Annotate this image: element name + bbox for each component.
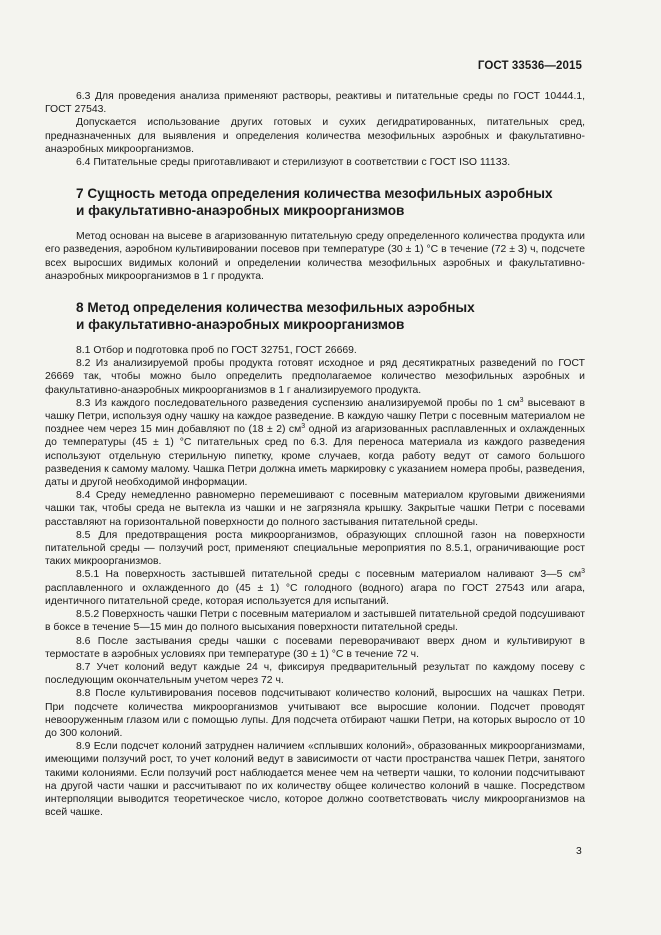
- paragraph-8-1: 8.1 Отбор и подготовка проб по ГОСТ 32751, ГОСТ 26669.: [76, 345, 357, 357]
- paragraph-8-5-1: [45, 568, 585, 608]
- paragraph-6-4: 6.4 Питательные среды приготавливают и стерилизуют в соответствии с ГОСТ ISO 11133.: [76, 157, 511, 169]
- paragraph-8-2: 8.2 Из анализируемой пробы продукта готовят исходное и ряд десятикратных разведений по ГОСТ 26669 так, чтобы можно было определить предполагаемое количество мезофильных аэробных и факультативно-анаэробных микроорганизмов в 1 г анализируемого продукта.: [45, 358, 585, 396]
- section-7-heading-line2: и факультативно-анаэробных микроорганизмов: [76, 203, 405, 219]
- paragraph-8-5-1-part-b: расплавленного и охлажденного до (45 ± 1) °C голодного (водного) агара по ГОСТ 27543 или агара, идентичного питательной среде, которая используется для испытаний.: [45, 582, 585, 607]
- section-7-heading: [45, 185, 585, 219]
- paragraph-8-6: 8.6 После застывания среды чашки с посевами переворачивают вверх дном и культивируют в термостате в аэробных условиях при температуре (30 ± 1) °C в течение 72 ч.: [45, 635, 585, 660]
- paragraph-8-4: 8.4 Среду немедленно равномерно перемешивают с посевным материалом круговыми движениями чашки так, чтобы среда не вытекла из чашки и не загрязняла крышку. Закрытые чашки Петри с посевами расставляют на горизонтальной поверхности до полного застывания питательной среды.: [45, 490, 585, 528]
- document-body: [45, 90, 585, 819]
- paragraph-8-3-part-b: высевают в чашку Петри, используя одну чашку на каждое разведение. В каждую чашку Петри с посевным материалом не позднее чем через 15 мин добавляют по (18 ± 2) см: [45, 397, 585, 436]
- paragraph-8-5: 8.5 Для предотвращения роста микроорганизмов, образующих сплошной газон на поверхности питательной среды — ползучий рост, применяют специальные мероприятия по 8.5.1, ограничивающие рост таких микроорганизмов.: [45, 529, 585, 568]
- superscript: 3: [581, 568, 585, 576]
- paragraph-8-5-1-part-a: 8.5.1 На поверхность застывшей питательной среды с посевным материалом наливают 3—5 см: [76, 569, 582, 581]
- document-code: ГОСТ 33536—2015: [477, 60, 582, 72]
- superscript: 3: [519, 396, 524, 404]
- section-8-heading-line2: и факультативно-анаэробных микроорганизмов: [76, 317, 405, 333]
- page-number: 3: [576, 846, 582, 857]
- paragraph-8-3-part-a: 8.3 Из каждого последовательного разведения суспензию анализируемой пробы по 1 см: [76, 397, 520, 409]
- section-8-heading-line1: 8 Метод определения количества мезофильных аэробных: [76, 300, 475, 316]
- paragraph-8-5-2: 8.5.2 Поверхность чашки Петри с посевным материалом и застывшей питательной средой подсушивают в боксе в течение 5—15 мин до полного высыхания поверхности питательной среды.: [45, 609, 585, 634]
- paragraph-6-3: 6.3 Для проведения анализа применяют растворы, реактивы и питательные среды по ГОСТ 10444.1, ГОСТ 27543.: [45, 91, 585, 116]
- paragraph-8-3-part-c: одной из агаризованных расплавленных и охлажденных до температуры (45 ± 1) °C питательных сред по 6.3. Для переноса материала из каждого разведения используют отдельную стерильную пипетку, кроме случаев, когда работу ведут от самого большого разведения к самому малому. Чашка Петри должна иметь маркировку с указанием номера пробы, разведения, даты и другой необходимой информации.: [45, 424, 585, 489]
- paragraph-8-8: 8.8 После культивирования посевов подсчитывают количество колоний, выросших на чашках Петри. При подсчете количества микроорганизмов учитывают все выросшие колонии. Подсчет проводят невооруженным глазом или с помощью лупы. Для подсчета отбирают чашки Петри, на которых выросло от 10 до 300 колоний.: [45, 688, 585, 739]
- section-8-heading: [45, 299, 585, 333]
- paragraph-6-3-note: Допускается использование других готовых и сухих дегидратированных, питательных сред, предназначенных для выявления и определения количества мезофильных аэробных и факультативно-анаэробных микроорганизмов.: [45, 117, 585, 155]
- superscript: 3: [301, 423, 306, 431]
- paragraph-8-3: [45, 397, 585, 489]
- paragraph-8-9: 8.9 Если подсчет колоний затруднен наличием «сплывших колоний», образованных микроорганизмами, имеющими ползучий рост, то учет колоний ведут в зависимости от части пространства чашек Петри, занятого такими колониями. Если ползучий рост наблюдается менее чем на четверти чашки, то колонии подсчитывают на другой части чашки и рассчитывают по их количеству общее количество колоний в чашке. Посредством интерполяции выводится теоретическое число, которое должно соответствовать числу микроорганизмов на всей чашке.: [45, 741, 585, 819]
- section-7-paragraph: Метод основан на высеве в агаризованную питательную среду определенного количества продукта или его разведения, аэробном культивировании посевов при температуре (30 ± 1) °C в течение (72 ± 3) ч, подсчете всех выросших видимых колоний и определении количества мезофильных аэробных и факультативно-анаэробных микроорганизмов в 1 г продукта.: [45, 231, 585, 282]
- paragraph-8-7: 8.7 Учет колоний ведут каждые 24 ч, фиксируя предварительный результат по каждому посеву с последующим окончательным учетом через 72 ч.: [45, 661, 585, 687]
- section-7-heading-line1: 7 Сущность метода определения количества мезофильных аэробных: [76, 186, 553, 202]
